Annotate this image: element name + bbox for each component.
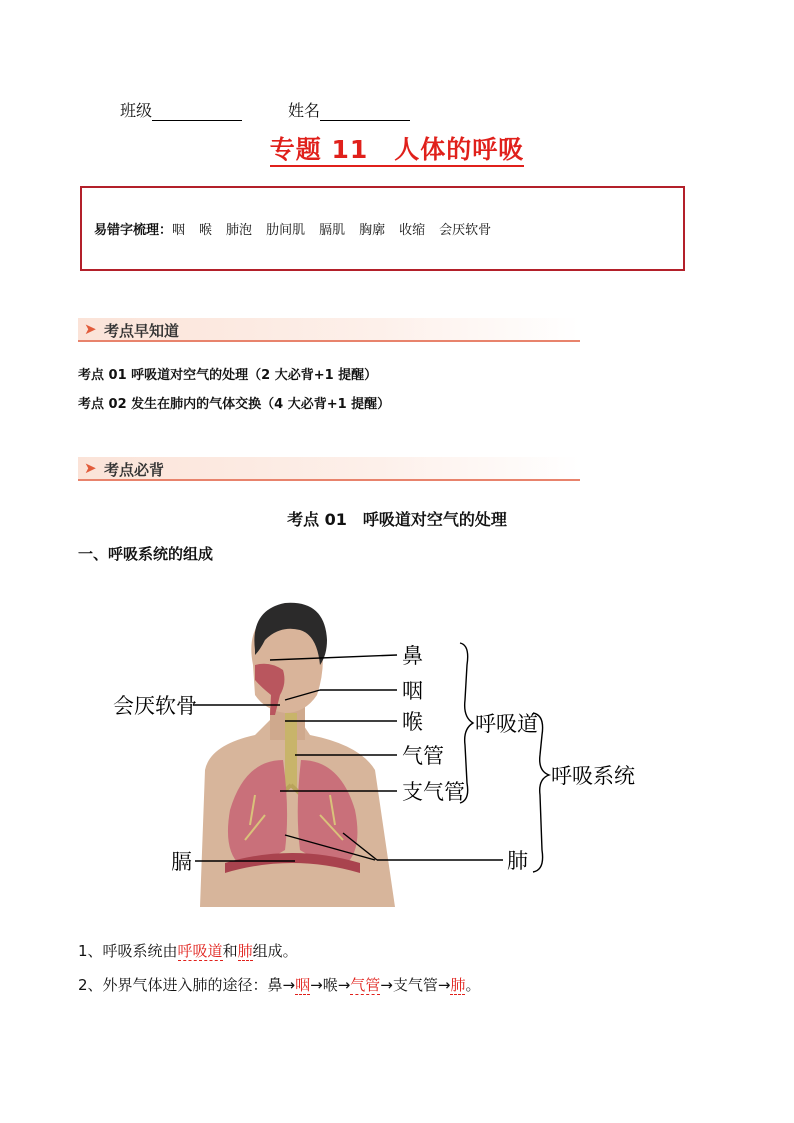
error-word: 会厌软骨 xyxy=(439,223,492,238)
overview-point-2: 考点 02 发生在肺内的气体交换（4 大必背+1 提醒） xyxy=(78,397,391,412)
label-bronchus: 支气管 xyxy=(402,780,465,804)
error-word: 肋间肌 xyxy=(266,223,306,238)
paragraph-1: 1、呼吸系统由呼吸道和肺组成。 xyxy=(78,942,298,960)
label-epiglottis: 会厌软骨 xyxy=(113,694,197,718)
label-respiratory-tract: 呼吸道 xyxy=(475,712,538,736)
brace-respiratory-system xyxy=(533,713,549,872)
error-word: 膈肌 xyxy=(319,223,346,238)
section-header-overview xyxy=(78,318,580,342)
section-title: 考点必背 xyxy=(104,461,165,479)
section-header-must xyxy=(78,457,580,481)
respiratory-system-diagram xyxy=(105,595,635,915)
label-trachea: 气管 xyxy=(402,744,444,768)
name-label: 姓名 xyxy=(288,101,321,120)
section-title: 考点早知道 xyxy=(104,322,180,340)
highlight-term: 咽 xyxy=(295,976,311,994)
label-larynx: 喉 xyxy=(402,710,423,734)
error-word: 肺泡 xyxy=(226,223,253,238)
torso-shape xyxy=(200,720,395,907)
highlight-term: 呼吸道 xyxy=(177,942,223,960)
label-diaphragm: 膈 xyxy=(171,850,192,874)
class-blank xyxy=(152,104,242,121)
error-word: 收缩 xyxy=(399,223,426,238)
highlight-term: 气管 xyxy=(350,976,381,994)
error-words-box xyxy=(80,186,685,271)
error-word: 胸廓 xyxy=(359,223,386,238)
label-lung: 肺 xyxy=(507,849,528,873)
topic-title: 考点 01 呼吸道对空气的处理 xyxy=(287,510,507,529)
error-words-line xyxy=(94,219,505,238)
label-respiratory-system: 呼吸系统 xyxy=(551,764,635,788)
name-blank xyxy=(320,104,410,121)
brace-respiratory-tract xyxy=(460,643,473,803)
error-words-label: 易错字梳理： xyxy=(94,223,173,238)
class-field xyxy=(120,98,242,121)
trachea-shape xyxy=(285,713,297,788)
paragraph-2: 2、外界气体进入肺的途径：鼻→咽→喉→气管→支气管→肺。 xyxy=(78,976,481,994)
page-title: 专题 11 人体的呼吸 xyxy=(0,130,794,166)
highlight-term: 肺 xyxy=(450,976,466,994)
arrow-right-icon: ➤ xyxy=(84,320,97,338)
class-label: 班级 xyxy=(120,101,153,120)
label-pharynx: 咽 xyxy=(402,679,423,703)
error-word: 喉 xyxy=(199,223,213,238)
arrow-right-icon: ➤ xyxy=(84,459,97,477)
highlight-term: 肺 xyxy=(237,942,253,960)
error-word: 咽 xyxy=(172,223,186,238)
overview-point-1: 考点 01 呼吸道对空气的处理（2 大必背+1 提醒） xyxy=(78,368,378,383)
subheading: 一、呼吸系统的组成 xyxy=(78,545,214,563)
label-nose: 鼻 xyxy=(402,644,423,668)
name-field xyxy=(288,98,410,121)
